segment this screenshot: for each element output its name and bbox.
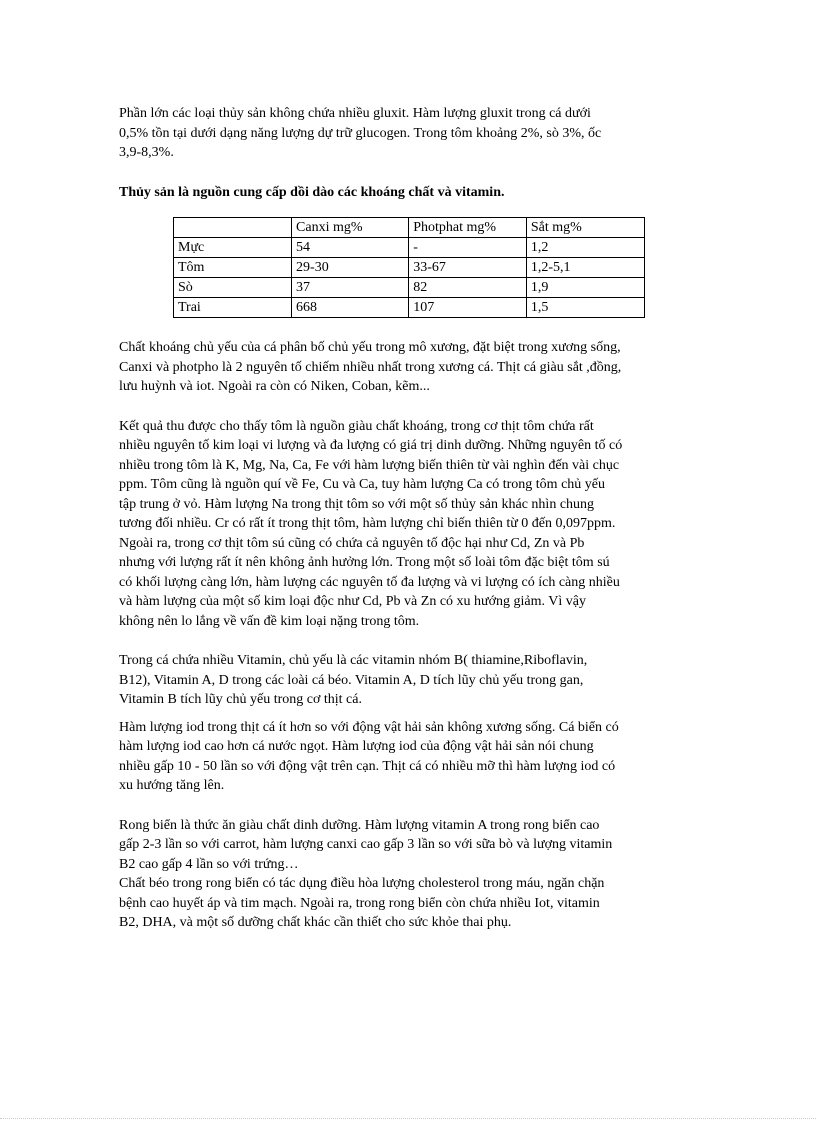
paragraph-carbohydrate: Phần lớn các loại thủy sản không chứa nhiều gluxit. Hàm lượng gluxit trong cá dưới 0,5% tồn tại dưới dạng năng lượng dự trữ glucogen. Trong tôm khoảng 2%, sò 3%, ốc 3,9-8,3%. xyxy=(119,106,602,160)
paragraph-seaweed-fat: Chất béo trong rong biển có tác dụng điều hòa lượng cholesterol trong máu, ngăn chặn bệnh cao huyết áp và tim mạch. Ngoài ra, trong rong biển còn chứa nhiều Iot, vitamin B2, DHA, và một số dưỡng chất khác cần thiết cho sức khỏe thai phụ. xyxy=(119,876,605,930)
table-row xyxy=(174,238,645,258)
section-heading: Thủy sản là nguồn cung cấp dồi dào các khoáng chất và vitamin. xyxy=(119,184,505,200)
table-cell: Mực xyxy=(174,238,292,258)
paragraph-seaweed-nutrition: Rong biển là thức ăn giàu chất dinh dưỡng. Hàm lượng vitamin A trong rong biển cao gấp 2-3 lần so với carrot, hàm lượng canxi cao gấp 3 lần so với sữa bò và lượng vitamin B2 cao gấp 4 lần so với trứng… xyxy=(119,817,613,872)
paragraph-shrimp-minerals: Kết quả thu được cho thấy tôm là nguồn giàu chất khoáng, trong cơ thịt tôm chứa rất nhiều nguyên tố kim loại vi lượng và đa lượng có giá trị dinh dưỡng. Những nguyên tố có nhiều trong tôm là K, Mg, Na, Ca, Fe với hàm lượng biến thiên từ vài nghìn đến vài chục ppm. Tôm cũng là nguồn quí về Fe, Cu và Ca, tuy hàm lượng Ca có trong tôm chủ yếu tập trung ở vỏ. Hàm lượng Na trong thịt tôm so với một số thủy sản khác nhìn chung tương đối nhiều. Cr có rất ít trong thịt tôm, hàm lượng chỉ biến thiên từ 0 đến 0,097ppm. Ngoài ra, trong cơ thịt tôm sú cũng có chứa cả nguyên tố độc hại như Cd, Zn và Pb nhưng với lượng rất ít nên không ảnh hưởng lớn. Trong một số loài tôm đặc biệt tôm sú có khối lượng càng lớn, hàm lượng các nguyên tố đa lượng và vi lượng có ích càng nhiều và hàm lượng của một số kim loại độc như Cd, Pb và Zn có xu hướng giảm. Vì vậy không nên lo lắng về vấn đề kim loại nặng trong tôm. xyxy=(119,418,623,629)
table-cell: 82 xyxy=(409,278,527,298)
paragraph-vitamins: Trong cá chứa nhiều Vitamin, chủ yếu là các vitamin nhóm B( thiamine,Riboflavin, B12), Vitamin A, D trong các loài cá béo. Vitamin A, D tích lũy chủ yếu trong gan, Vitamin B tích lũy chủ yếu trong cơ thịt cá. xyxy=(119,653,588,707)
page-bottom-border xyxy=(0,1118,816,1119)
table-cell: 668 xyxy=(292,298,409,318)
table-cell: 37 xyxy=(292,278,409,298)
table-cell: 1,9 xyxy=(526,278,644,298)
table-row xyxy=(174,278,645,298)
table-header-cell: Canxi mg% xyxy=(292,218,409,238)
table-cell: 29-30 xyxy=(292,258,409,278)
table-cell: 1,2 xyxy=(526,238,644,258)
table-cell: 1,5 xyxy=(526,298,644,318)
table-cell: 54 xyxy=(292,238,409,258)
table-header-cell: Sắt mg% xyxy=(526,218,644,238)
table-cell: Tôm xyxy=(174,258,292,278)
document-page xyxy=(119,104,699,933)
table-header-cell: Photphat mg% xyxy=(409,218,527,238)
paragraph-fish-minerals: Chất khoáng chủ yếu của cá phân bố chủ yếu trong mô xương, đặt biệt trong xương sống, Canxi và photpho là 2 nguyên tố chiếm nhiều nhất trong xương cá. Thịt cá giàu sắt ,đồng, lưu huỳnh và iot. Ngoài ra còn có Niken, Coban, kẽm... xyxy=(119,340,622,394)
table-cell: - xyxy=(409,238,527,258)
table-row xyxy=(174,298,645,318)
mineral-table xyxy=(173,217,645,318)
table-header-row xyxy=(174,218,645,238)
table-cell: 1,2-5,1 xyxy=(526,258,644,278)
table-cell: 107 xyxy=(409,298,527,318)
table-cell: 33-67 xyxy=(409,258,527,278)
table-header-cell xyxy=(174,218,292,238)
paragraph-iodine: Hàm lượng iod trong thịt cá ít hơn so với động vật hải sản không xương sống. Cá biển có hàm lượng iod cao hơn cá nước ngọt. Hàm lượng iod của động vật hải sản nói chung nhiều gấp 10 - 50 lần so với động vật trên cạn. Thịt cá có nhiều mỡ thì hàm lượng iod có xu hướng tăng lên. xyxy=(119,719,619,793)
table-cell: Trai xyxy=(174,298,292,318)
table-cell: Sò xyxy=(174,278,292,298)
table-row xyxy=(174,258,645,278)
